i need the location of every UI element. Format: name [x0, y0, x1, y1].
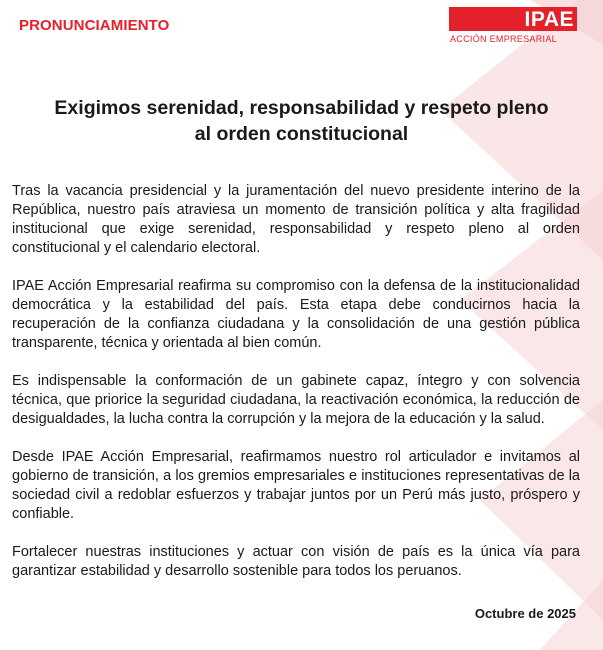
paragraph: Tras la vacancia presidencial y la juramentación del nuevo presidente interino de la República, nuestro país atraviesa un momento de transición política y alta fragilidad institucional que exige serenidad, responsabilidad y respeto pleno al orden constitucional y el calendario electoral.: [12, 183, 580, 256]
paragraph: Desde IPAE Acción Empresarial, reafirmamos nuestro rol articulador e invitamos al gobierno de transición, a los gremios empresariales e instituciones representativas de la sociedad civil a redoblar esfuerzos y trabajar juntos por un Perú más justo, próspero y confiable.: [12, 449, 580, 522]
paragraph: IPAE Acción Empresarial reafirma su compromiso con la defensa de la institucionalidad democrática y la estabilidad del país. Esta etapa debe conducirnos hacia la recuperación de la confianza ciudadana y la consolidación de una gestión pública transparente, técnica y orientada al bien común.: [12, 278, 580, 351]
logo-name: IPAE: [524, 8, 574, 31]
title-line-2: al orden constitucional: [194, 123, 409, 145]
logo-bar: [449, 7, 577, 31]
ipae-logo: [449, 7, 577, 45]
logo-tagline: ACCIÓN EMPRESARIAL: [450, 34, 557, 44]
document-date: Octubre de 2025: [474, 606, 576, 621]
paragraph: Es indispensable la conformación de un gabinete capaz, íntegro y con solvencia técnica, que priorice la seguridad ciudadana, la reactivación económica, la reducción de desigualdades, la lucha contra la corrupción y la mejora de la educación y la salud.: [12, 373, 580, 427]
statement-body: [12, 182, 580, 600]
page-title: [0, 95, 603, 147]
document-label: PRONUNCIAMIENTO: [19, 17, 170, 34]
title-line-1: Exigimos serenidad, responsabilidad y respeto pleno: [54, 97, 549, 119]
paragraph: Fortalecer nuestras instituciones y actuar con visión de país es la única vía para garantizar estabilidad y desarrollo sostenible para todos los peruanos.: [12, 544, 580, 579]
